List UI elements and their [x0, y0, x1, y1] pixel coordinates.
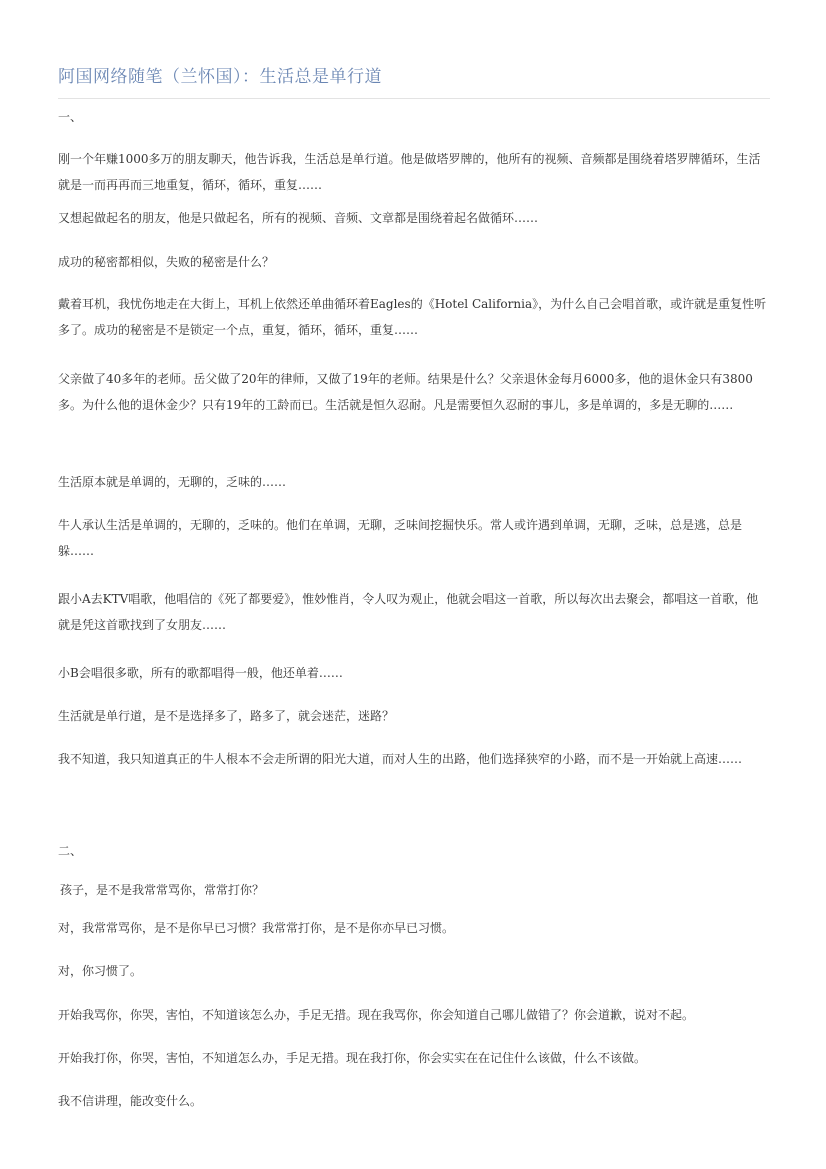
paragraph: 戴着耳机，我忧伤地走在大街上，耳机上依然还单曲循环着Eagles的《Hotel California》，为什么自己会唱首歌，或许就是重复性听多了。成功的秘密是不是锁定一个点，重复，循环，循环，重复…… — [58, 297, 767, 337]
paragraph: 跟小A去KTV唱歌，他唱信的《死了都要爱》，惟妙惟肖，令人叹为观止，他就会唱这一首歌，所以每次出去聚会，都唱这一首歌，他就是凭这首歌找到了女朋友…… — [58, 592, 759, 632]
paragraph: 刚一个年赚1000多万的朋友聊天，他告诉我，生活总是单行道。他是做塔罗牌的，他所有的视频、音频都是围绕着塔罗牌循环，生活就是一而再再而三地重复，循环，循环，重复…… — [58, 152, 761, 192]
paragraph: 对，你习惯了。 — [58, 964, 143, 978]
paragraph: 小B会唱很多歌，所有的歌都唱得一般，他还单着…… — [58, 666, 343, 680]
paragraph: 父亲做了40多年的老师。岳父做了20年的律师，又做了19年的老师。结果是什么？父亲退休金每月6000多，他的退休金只有3800多。为什么他的退休金少？只有19年的工龄而已。生活就是恒久忍耐。凡是需要恒久忍耐的事儿，多是单调的，多是无聊的…… — [58, 372, 753, 412]
paragraph: 我不信讲理，能改变什么。 — [58, 1094, 203, 1108]
paragraph: 牛人承认生活是单调的，无聊的，乏味的。他们在单调，无聊，乏味间挖掘快乐。常人或许遇到单调，无聊，乏味，总是逃，总是躲…… — [58, 518, 743, 558]
paragraph: 又想起做起名的朋友，他是只做起名，所有的视频、音频、文章都是围绕着起名做循环…… — [58, 211, 539, 225]
paragraph: 开始我打你，你哭，害怕，不知道怎么办，手足无措。现在我打你，你会实实在在记住什么该做，什么不该做。 — [58, 1051, 647, 1065]
article-title: 阿国网络随笔（兰怀国）：生活总是单行道 — [58, 67, 382, 87]
section-two-heading: 二、 — [58, 844, 83, 858]
paragraph: 成功的秘密都相似，失败的秘密是什么？ — [58, 255, 275, 269]
paragraph: 生活就是单行道，是不是选择多了，路多了，就会迷茫，迷路？ — [58, 709, 395, 723]
paragraph: 开始我骂你，你哭，害怕，不知道该怎么办，手足无措。现在我骂你，你会知道自己哪儿做错了？你会道歉，说对不起。 — [58, 1008, 695, 1022]
paragraph: 孩子，是不是我常常骂你，常常打你？ — [60, 883, 265, 897]
title-divider — [58, 98, 770, 99]
paragraph: 对，我常常骂你，是不是你早已习惯？我常常打你，是不是你亦早已习惯。 — [58, 921, 455, 935]
section-one-heading: 一、 — [58, 110, 83, 124]
paragraph: 我不知道，我只知道真正的牛人根本不会走所谓的阳光大道，而对人生的出路，他们选择狭窄的小路，而不是一开始就上高速…… — [58, 752, 743, 766]
paragraph: 生活原本就是单调的，无聊的，乏味的…… — [58, 475, 287, 489]
